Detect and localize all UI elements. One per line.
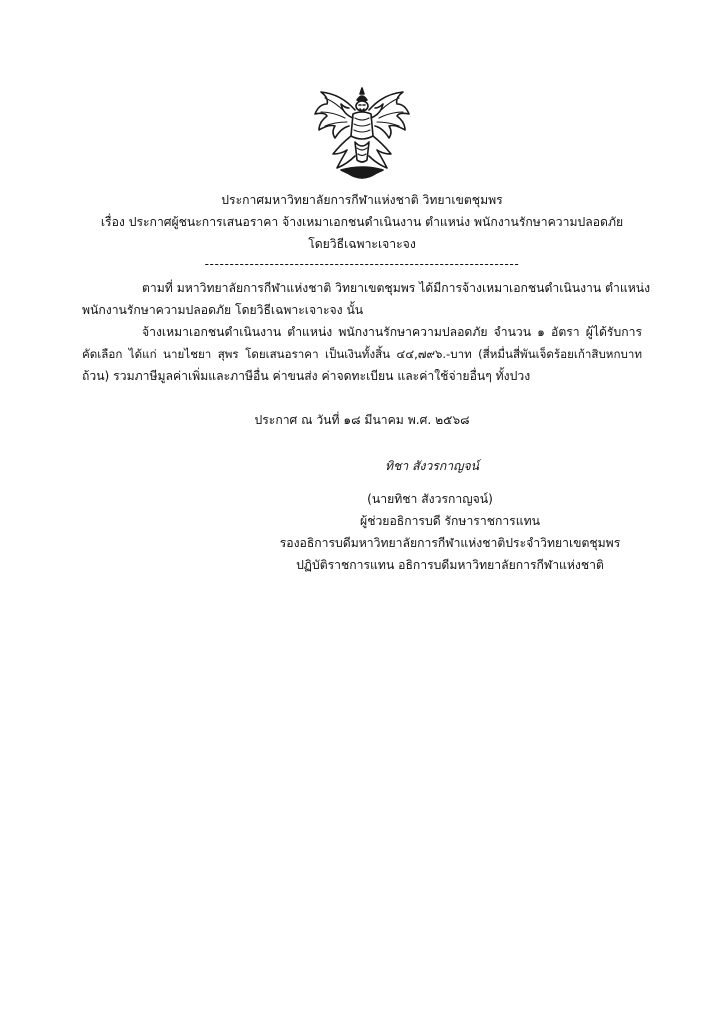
organization-title: ประกาศมหาวิทยาลัยการกีฬาแห่งชาติ วิทยาเขตชุมพร [221, 193, 503, 207]
signer-role-line-1: ผู้ช่วยอธิการบดี รักษาราชการแทน [360, 514, 540, 528]
paragraph-2-line-3: ถ้วน) รวมภาษีมูลค่าเพิ่มและภาษีอื่น ค่าขนส่ง ค่าจดทะเบียน และค่าใช้จ่ายอื่นๆ ทั้งปวง [82, 369, 531, 383]
signer-printed-name: (นายทิชา สังวรกาญจน์) [367, 492, 493, 506]
signer-role-line-2: รองอธิการบดีมหาวิทยาลัยการกีฬาแห่งชาติประจำวิทยาเขตชุมพร [279, 536, 621, 550]
subject-line: เรื่อง ประกาศผู้ชนะการเสนอราคา จ้างเหมาเอกชนดำเนินงาน ตำแหน่ง พนักงานรักษาความปลอดภัย [100, 215, 624, 229]
separator-line: --------------------------------------------------------------- [204, 257, 520, 271]
signature: ทิชา สังวรกาญจน์ [385, 459, 479, 473]
paragraph-1-line-1: ตามที่ มหาวิทยาลัยการกีฬาแห่งชาติ วิทยาเขตชุมพร ได้มีการจ้างเหมาเอกชนดำเนินงาน ตำแหน่ง [142, 281, 651, 295]
paragraph-2-line-1: จ้างเหมาเอกชนดำเนินงาน ตำแหน่ง พนักงานรักษาความปลอดภัย จำนวน ๑ อัตรา ผู้ได้รับการ [142, 325, 642, 339]
paragraph-2-line-2: คัดเลือก ได้แก่ นายไชยา สุพร โดยเสนอราคา เป็นเงินทั้งสิ้น ๔๔,๗๙๖.-บาท (สี่หมื่นสี่พันเจ็ดร้อยเก้าสิบหกบาท [82, 347, 642, 361]
signer-role-line-3: ปฏิบัติราชการแทน อธิการบดีมหาวิทยาลัยการกีฬาแห่งชาติ [296, 558, 604, 572]
paragraph-1-line-2: พนักงานรักษาความปลอดภัย โดยวิธีเฉพาะเจาะจง นั้น [82, 303, 364, 317]
garuda-emblem-icon [311, 84, 413, 184]
method-line: โดยวิธีเฉพาะเจาะจง [308, 237, 416, 251]
announcement-date: ประกาศ ณ วันที่ ๑๘ มีนาคม พ.ศ. ๒๕๖๘ [254, 413, 470, 427]
